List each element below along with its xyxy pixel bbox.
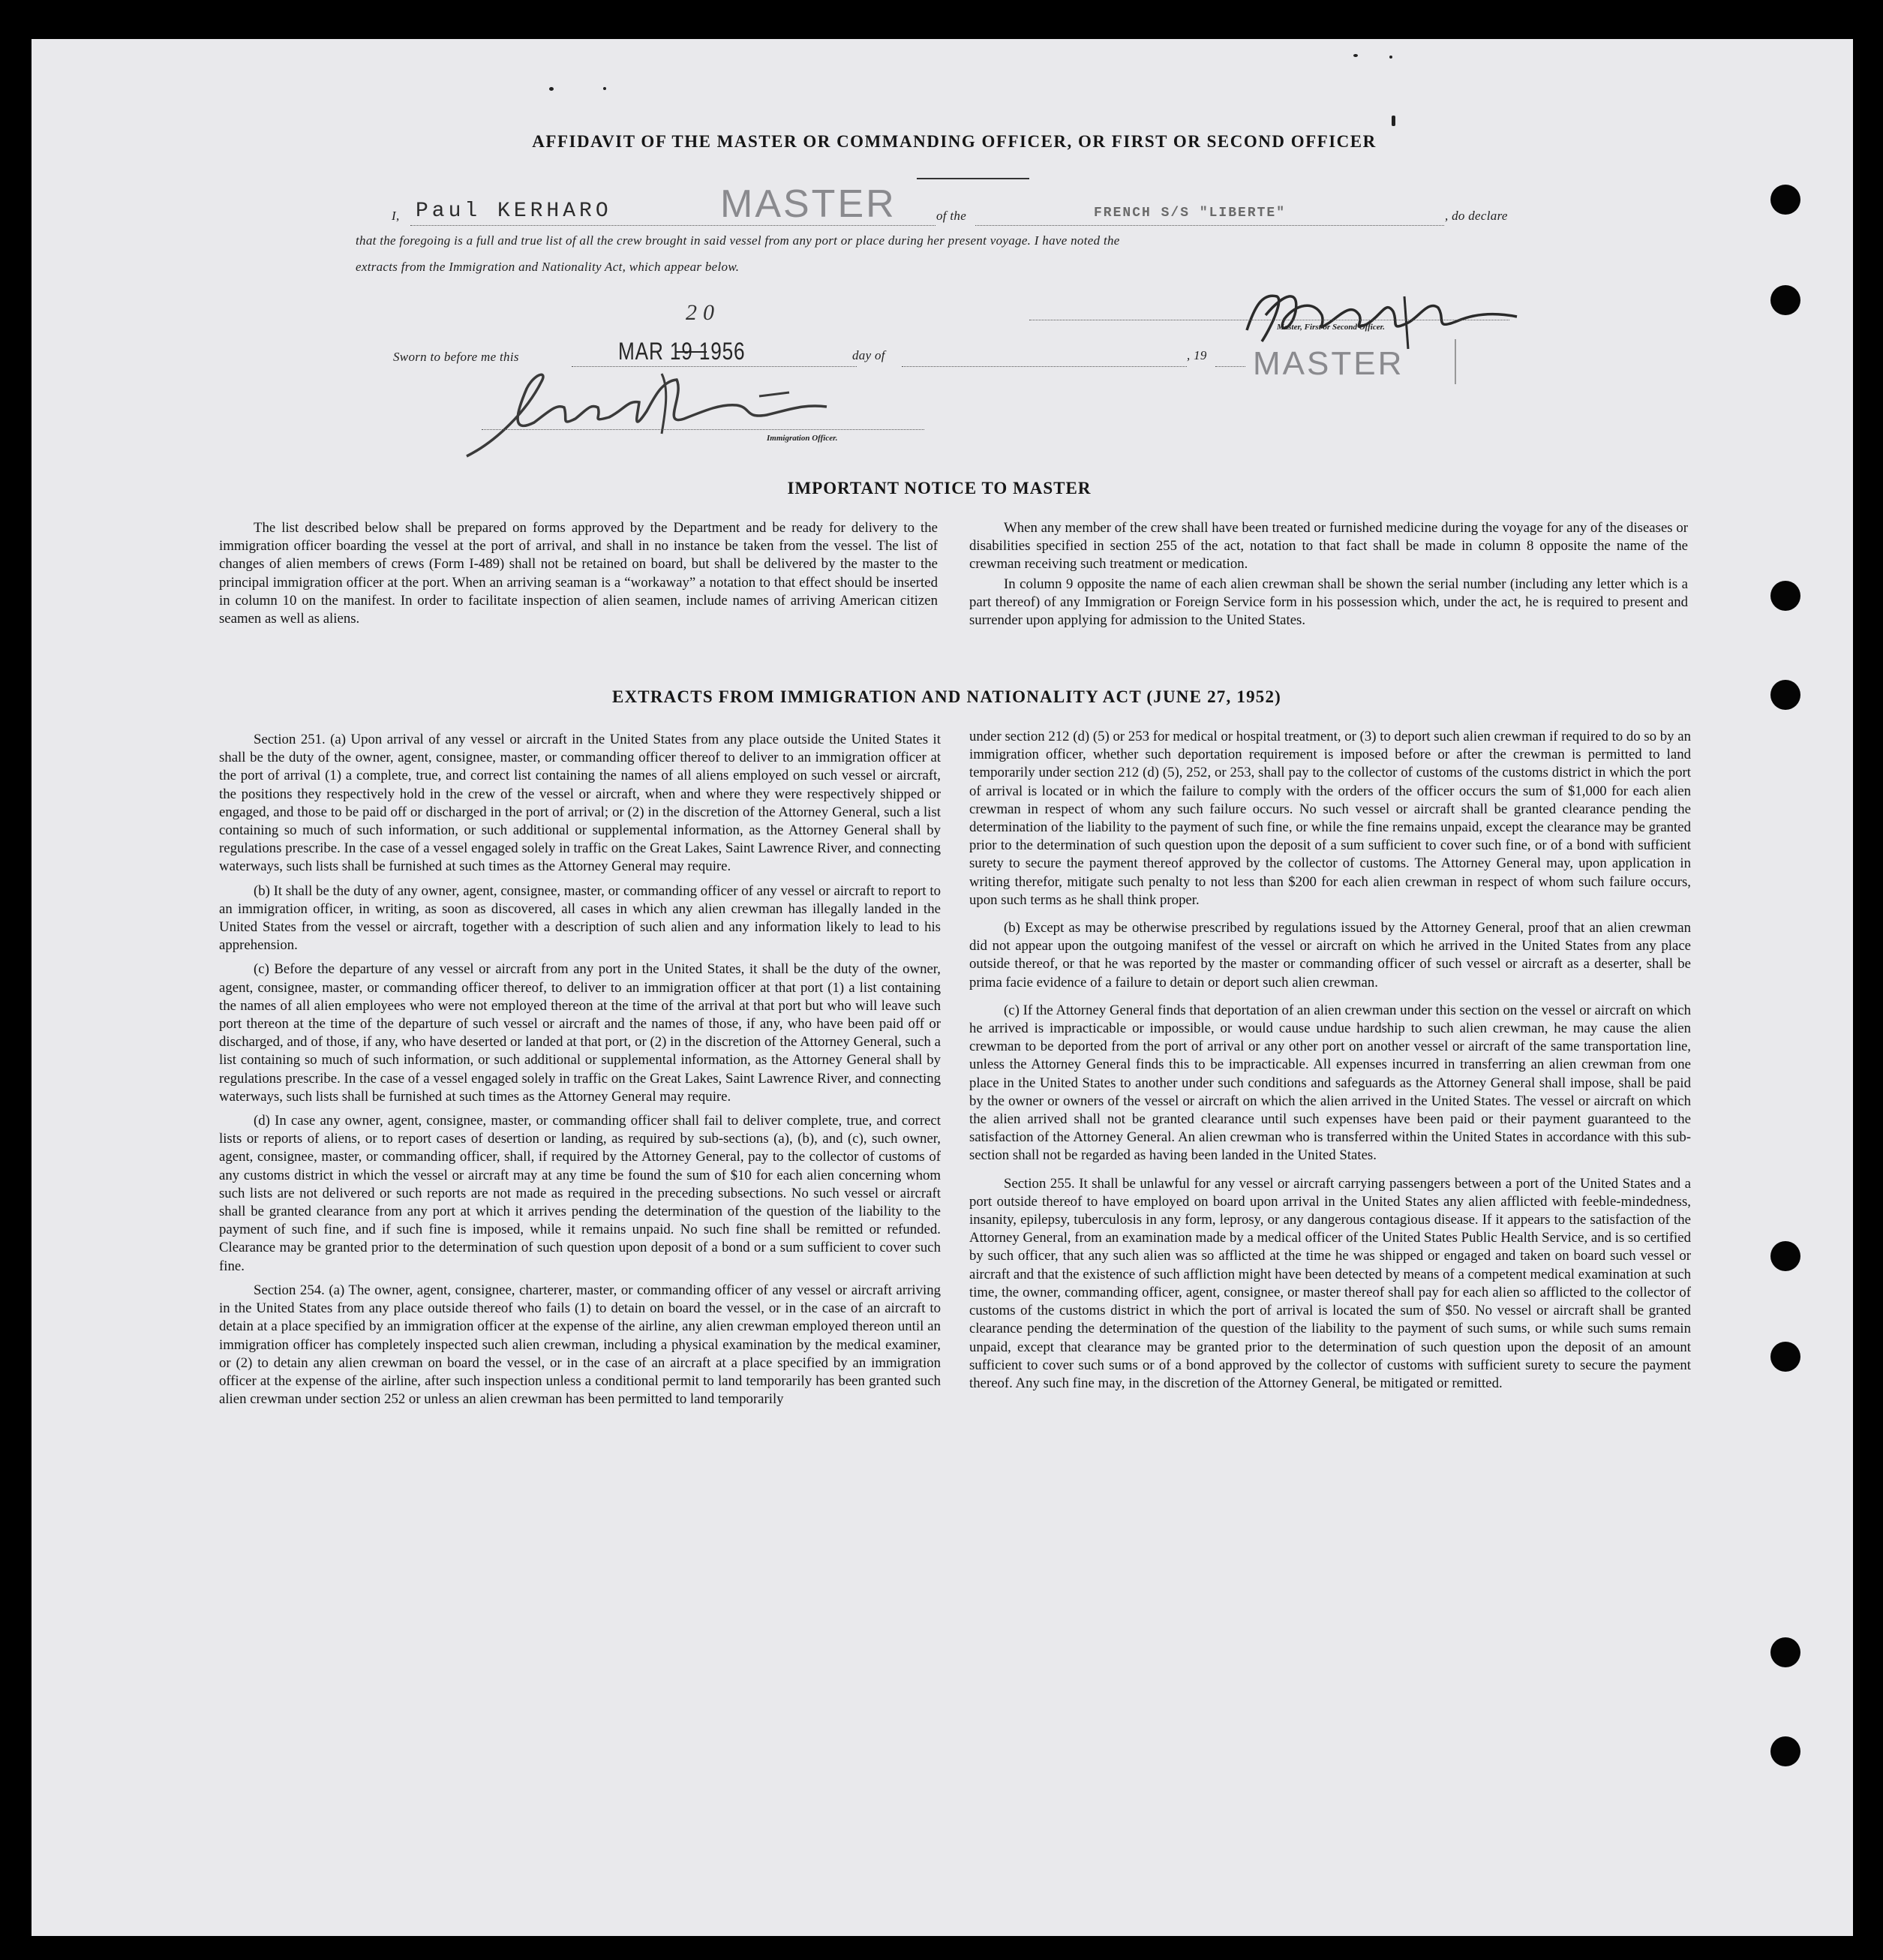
notice-right-paragraph-1: When any member of the crew shall have been treated or furnished medicine during the voyage for any of the diseases or disabilities specified in section 255 of the act, notation to that fact shall be made in column 8 opposite the name of the crewman receiving such treatment or medication. — [969, 520, 1688, 573]
of-the-label: of the — [936, 209, 967, 223]
binder-hole — [1770, 1736, 1800, 1766]
title-rule — [917, 178, 1029, 179]
declaration-line-1: that the foregoing is a full and true list of all the crew brought in said vessel from any port or place during her present voyage. I have noted the — [356, 233, 1120, 248]
extracts-left-column — [219, 731, 941, 1414]
section-254-a-continued: under section 212 (d) (5) or 253 for medical or hospital treatment, or (3) to deport such alien crewman if required to do so by an immigration officer, whether such deportation requirement is imposed before or after the crewman is permitted to land temporarily under section 212 (d) (5), 252, or 253, shall pay to the collector of customs of the customs district in which the port of arrival is located or in which the failure to comply with the orders of the officer occurs the sum of $1,000 for each alien crewman in respect of whom any such failure occurs. No such vessel or aircraft shall be granted clearance pending the determination of the liability to the payment of such fine, or while the fine remains unpaid, except the clearance may be granted prior to the determination of such question upon the deposit of a sum sufficient to cover such fine, or of a bond with sufficient surety to secure the payment thereof approved by the collector of customs. The Attorney General may, upon application in writing therefor, mitigate such penalty to not less than $200 for each alien crewman in respect of whom such failure occurs, upon such terms as he shall think proper. — [969, 729, 1691, 908]
vessel-name: FRENCH S/S "LIBERTE" — [1094, 206, 1287, 221]
sworn-date-stamp: MAR 19 1956 — [618, 338, 746, 365]
section-251-b: (b) It shall be the duty of any owner, agent, consignee, master, or commanding officer of any vessel or aircraft to report to an immigration officer, in writing, as soon as discovered, all cases in which any alien crewman has illegally landed in the United States from the vessel or aircraft, together with a description of such alien and any information likely to lead to his apprehension. — [219, 882, 941, 954]
immigration-officer-signature — [437, 351, 857, 471]
section-251-d: (d) In case any owner, agent, consignee, master, or commanding officer shall fail to deliver complete, true, and correct lists or reports of aliens, or to report cases of desertion or landing, as required by sub-sections (a), (b), and (c), such owner, agent, consignee, master, or commanding officer, shall, if required by the Attorney General, pay to the collector of customs of any customs district in which the vessel or aircraft may at any time be found the sum of $10 for each alien concerning whom such lists are not delivered or such reports are not made as required in the preceding subsections. No such vessel or aircraft shall be granted clearance from any port at which it arrives pending the determination of the question of the liability to the payment of such fine, and if such fine is imposed, while it remains unpaid. No such fine shall be remitted or refunded. Clearance may be granted prior to the determination of such question upon deposit of a bond or a sum sufficient to cover such fine. — [219, 1113, 941, 1274]
day-of-label: day of — [852, 348, 885, 362]
section-254-b: (b) Except as may be otherwise prescribed by regulations issued by the Attorney General, proof that an alien crewman did not appear upon the outgoing manifest of the vessel or aircraft on which he arrived in the United States from any place outside thereof, or that he was reported by the master or commanding officer of such vessel or aircraft as a deserter, shall be prima facie evidence of a failure to detain or deport such alien crewman. — [969, 920, 1691, 991]
do-declare-label: , do declare — [1445, 209, 1508, 223]
section-254-c: (c) If the Attorney General finds that deportation of an alien crewman under this section on the vessel or aircraft on which he arrived is impracticable or impossible, or would cause undue hardship to such alien crewman, he may cause the alien crewman to be deported from the port of arrival or any other port on another vessel or aircraft of the same transportation line, unless the Attorney General finds this to be impracticable. All expenses incurred in transferring an alien crewman from one place in the United States to another under such conditions and safeguards as the Attorney General shall impose, shall be paid by the owner or owners of the vessel or aircraft on which the alien arrived in the United States. The vessel or aircraft on which the alien arrived shall not be granted clearance until such expenses have been paid or their payment guaranteed to the satisfaction of the Attorney General. An alien crewman who is transferred within the United States in accordance with this sub-section shall not be regarded as having been landed in the United States. — [969, 1002, 1691, 1164]
paper-speck — [1353, 54, 1358, 57]
extracts-right-column — [969, 728, 1691, 1402]
binder-hole — [1770, 1241, 1800, 1271]
master-stamp-bottom: MASTER — [1253, 345, 1404, 382]
binder-hole — [1770, 185, 1800, 215]
paper-speck — [1392, 116, 1395, 126]
prefix-i: I, — [392, 209, 400, 223]
notice-left-column — [219, 519, 938, 630]
notice-right-paragraph-2: In column 9 opposite the name of each alien crewman shall be shown the serial number (including any letter which is a part thereof) of any Immigration or Foreign Service form in his possession which, under the act, he is required to present and surrender upon applying for admission to the United States. — [969, 576, 1688, 629]
month-field — [902, 347, 1187, 367]
immigration-officer-line — [482, 429, 924, 430]
paper-speck — [549, 87, 554, 91]
stamp-edge-line — [1455, 339, 1456, 384]
master-signature-label: Master, First or Second Officer. — [1277, 323, 1386, 332]
binder-hole — [1770, 1342, 1800, 1372]
master-name: Paul KERHARO — [416, 200, 612, 223]
section-255: Section 255. It shall be unlawful for any vessel or aircraft carrying passengers between a port of the United States and a port outside thereof to have employed on board upon arrival in the United States any alien afflicted with feeble-mindedness, insanity, epilepsy, tuberculosis in any form, leprosy, or any dangerous contagious disease. If it appears to the satisfaction of the Attorney General, from an examination made by a medical officer of the United States Public Health Service, and is so certified by such officer, that any such alien was so afflicted at the time he was shipped or engaged and taken on board such vessel or aircraft and that the existence of such affliction might have been detected by means of a competent medical examination at such time, the owner, commanding officer, agent, consignee, or master thereof shall pay for each alien so afflicted to the collector of customs of the customs district in which the port of arrival is located the sum of $50. No vessel or aircraft shall be granted clearance pending the determination of the question of the liability to the payment of such sums, or while such sums remain unpaid, except that clearance may be granted prior to the determination of such question upon the deposit of an amount sufficient to cover such sums or of a bond approved by the collector of customs with sufficient surety to secure the payment thereof. Any such fine may, in the discretion of the Attorney General, be mitigated or remitted. — [969, 1175, 1691, 1391]
immigration-officer-label: Immigration Officer. — [767, 434, 838, 443]
document-page — [32, 39, 1853, 1936]
binder-hole — [1770, 680, 1800, 710]
notice-right-column — [969, 519, 1688, 631]
year-field — [1215, 347, 1245, 367]
section-254-a: Section 254. (a) The owner, agent, consignee, charterer, master, or commanding officer of any vessel or aircraft arriving in the United States from any place outside thereof who fails (1) to detain on board the vessel, or in the case of an aircraft to detain at a place specified by an immigration officer at the expense of the airline, any alien crewman employed thereon until an immigration officer has completely inspected such alien crewman, including a physical examination by the medical examiner, or (2) to detain any alien crewman on board the vessel, or in the case of an aircraft at a place specified by an immigration officer at the expense of the airline, after such inspection unless a conditional permit to land temporarily has been granted such alien crewman under section 252 or unless an alien crewman has been permitted to land temporarily — [219, 1282, 941, 1408]
sworn-label: Sworn to before me this — [393, 350, 519, 364]
affidavit-title: AFFIDAVIT OF THE MASTER OR COMMANDING OFFICER, OR FIRST OR SECOND OFFICER — [532, 132, 1377, 151]
notice-title: IMPORTANT NOTICE TO MASTER — [787, 479, 1092, 498]
paper-speck — [1389, 56, 1392, 59]
sworn-date-correction: 20 — [686, 300, 720, 325]
binder-hole — [1770, 285, 1800, 315]
year-prefix: , 19 — [1187, 348, 1207, 362]
section-251-c: (c) Before the departure of any vessel or aircraft from any port in the United States, it shall be the duty of the owner, agent, consignee, master, or commanding officer thereof, to deliver to an immigration officer at that port (1) a list containing the names of all alien employees who were not employed thereon at the time of the arrival at that port but who will leave such port thereon at the time of the departure of such vessel or aircraft and the names of those, if any, who have been paid off or discharged, and of those, if any, who have deserted or landed at that port, or (2) in the discretion of the Attorney General, such a list containing so much of such information, or such additional or supplemental information, as the Attorney General shall by regulations prescribe. In the case of a vessel engaged solely in traffic on the Great Lakes, Saint Lawrence River, and connecting waterways, such lists shall be furnished at such times as the Attorney General may require. — [219, 961, 941, 1105]
binder-hole — [1770, 1637, 1800, 1667]
notice-left-paragraph: The list described below shall be prepared on forms approved by the Department and be ready for delivery to the immigration officer boarding the vessel at the port of arrival, and shall in no instance be taken from the vessel. The list of changes of alien members of crews (Form I-489) shall not be retained on board, but shall be delivered by the master to the principal immigration officer at the port. When an arriving seaman is a “workaway” a notation to that effect should be inserted in column 10 on the manifest. In order to facilitate inspection of alien seamen, include names of arriving American citizen seamen as well as aliens. — [219, 520, 938, 627]
master-rank-stamp: MASTER — [720, 182, 896, 226]
binder-hole — [1770, 581, 1800, 611]
declaration-line-2: extracts from the Immigration and Nationality Act, which appear below. — [356, 260, 740, 274]
paper-speck — [603, 87, 606, 90]
extracts-title: EXTRACTS FROM IMMIGRATION AND NATIONALITY ACT (JUNE 27, 1952) — [611, 687, 1282, 706]
section-251-a: Section 251. (a) Upon arrival of any vessel or aircraft in the United States from any place outside the United States it shall be the duty of the owner, agent, consignee, master, or commanding officer thereof to deliver to an immigration officer at the port of arrival (1) a complete, true, and correct list containing the names of all aliens employed on such vessel or aircraft, the positions they respectively hold in the crew of the vessel or aircraft, when and where they were respectively shipped or engaged, and those to be paid off or discharged in the port of arrival; or (2) in the discretion of the Attorney General, such a list containing so much of such information, or such additional or supplemental information, as the Attorney General shall by regulations prescribe. In the case of a vessel engaged solely in traffic on the Great Lakes, Saint Lawrence River, and connecting waterways, such lists shall be furnished at such times as the Attorney General may require. — [219, 732, 941, 875]
